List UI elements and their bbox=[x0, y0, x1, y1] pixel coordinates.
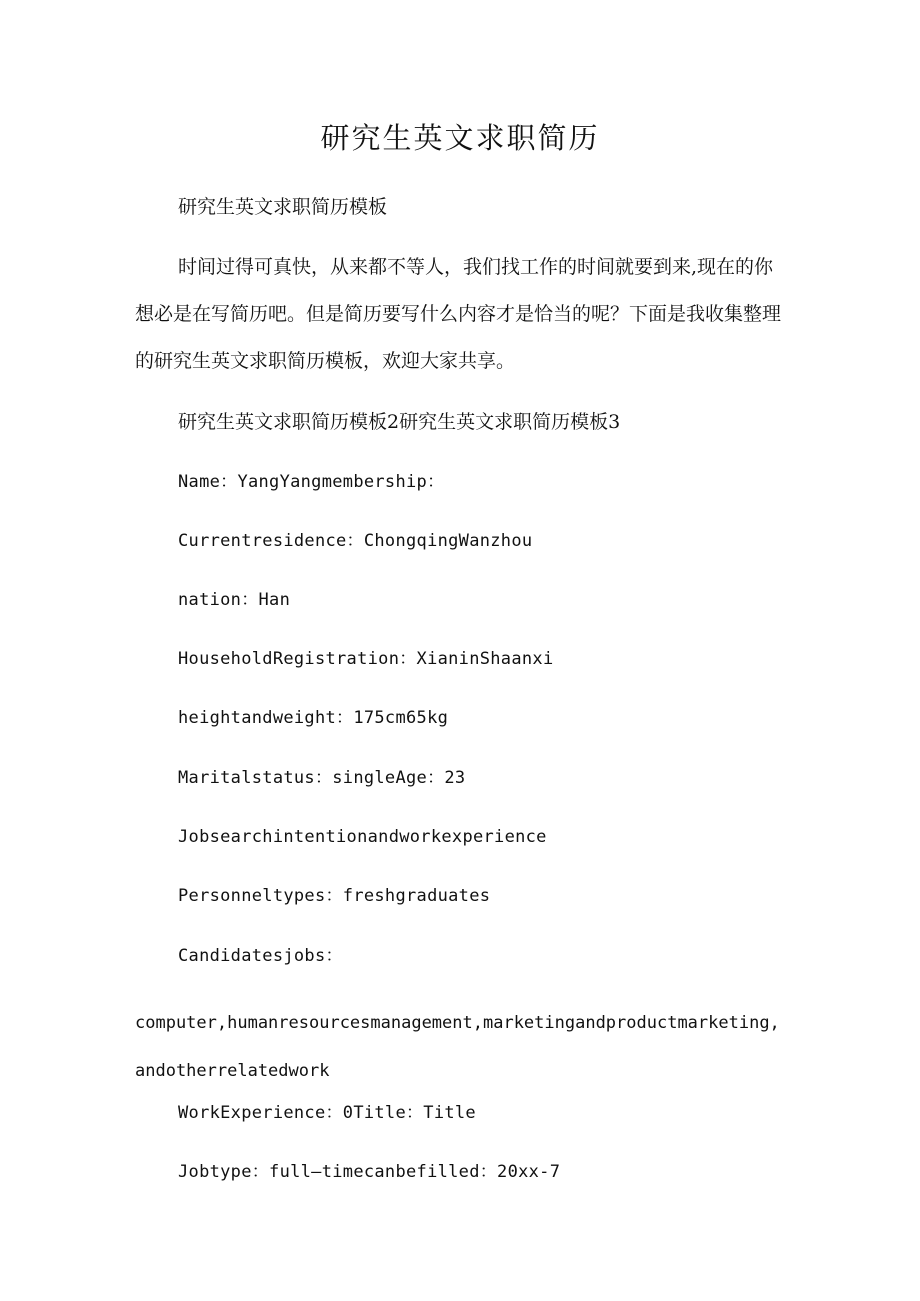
field-marital-status-age: Maritalstatus：singleAge：23 bbox=[178, 768, 466, 788]
document-subtitle: 研究生英文求职简历模板 bbox=[178, 196, 388, 218]
field-nation: nation：Han bbox=[178, 590, 291, 610]
field-job-type: Jobtype：full—timecanbefilled：20xx-7 bbox=[178, 1162, 561, 1182]
field-name: Name：YangYangmembership： bbox=[178, 472, 445, 492]
field-current-residence: Currentresidence：ChongqingWanzhou bbox=[178, 531, 533, 551]
template-links-line: 研究生英文求职简历模板2研究生英文求职简历模板3 bbox=[178, 411, 621, 433]
field-height-weight: heightandweight：175cm65kg bbox=[178, 708, 449, 728]
field-household-registration: HouseholdRegistration：XianinShaanxi bbox=[178, 649, 554, 669]
section-job-search-intention: Jobsearchintentionandworkexperience bbox=[178, 827, 547, 847]
document-title: 研究生英文求职简历 bbox=[320, 121, 600, 155]
intro-paragraph: 时间过得可真快，从来都不等人，我们找工作的时间就要到来,现在的你想必是在写简历吧。但是简历要写什么内容才是恰当的呢？下面是我收集整理的研究生英文求职简历模板，欢迎大家共享。 bbox=[135, 256, 782, 372]
field-personnel-types: Personneltypes：freshgraduates bbox=[178, 886, 491, 906]
field-candidate-jobs-detail: computer,humanresourcesmanagement,marketingandproductmarketing,andotherrelatedwork bbox=[135, 1013, 780, 1081]
field-work-experience: WorkExperience：0Title：Title bbox=[178, 1103, 476, 1123]
field-candidate-jobs-label: Candidatesjobs： bbox=[178, 946, 343, 966]
